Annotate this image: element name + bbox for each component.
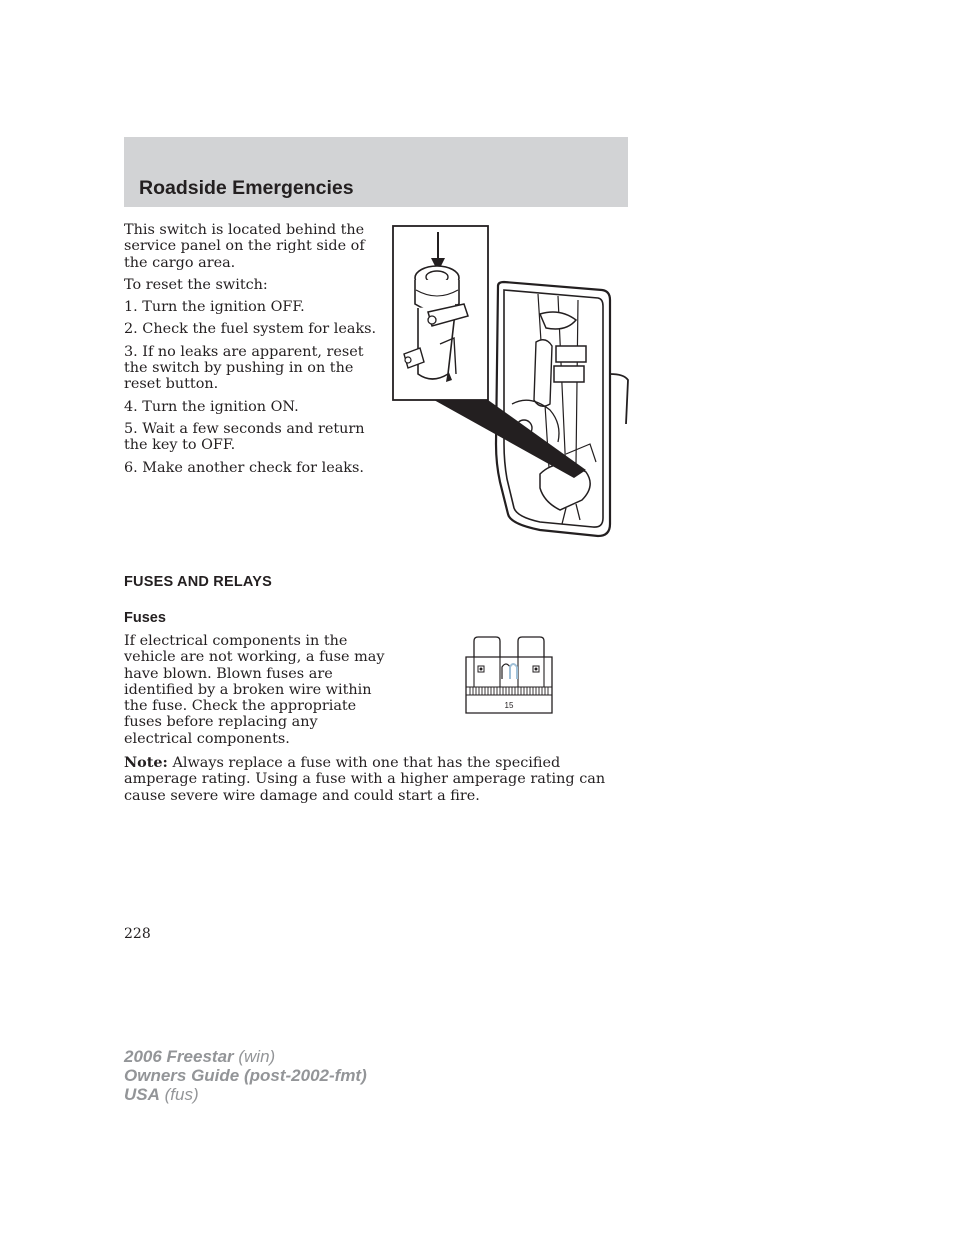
section-header-band [124, 137, 628, 207]
reset-steps-list [124, 299, 382, 476]
list-item: 3. If no leaks are apparent, reset the switch by pushing in on the reset button. [124, 343, 364, 393]
note-paragraph [124, 755, 630, 804]
footer-model-code: (win) [233, 1047, 276, 1066]
section-title: Roadside Emergencies [139, 177, 354, 199]
fuses-paragraph-block [124, 633, 386, 747]
reset-lead-paragraph: To reset the switch: [124, 276, 268, 293]
footer-market: USA [124, 1085, 160, 1104]
list-item: 6. Make another check for leaks. [124, 459, 364, 476]
list-item: 1. Turn the ignition OFF. [124, 299, 305, 316]
switch-location-paragraph: This switch is located behind the service panel on the right side of the cargo area. [124, 222, 365, 271]
fuse-amperage-label: 15 [504, 701, 514, 710]
list-item: 5. Wait a few seconds and return the key to OFF. [124, 420, 365, 454]
fuses-subheading: Fuses [124, 610, 166, 626]
note-label: Note: [124, 754, 168, 771]
note-paragraph-block [124, 755, 630, 804]
intro-text-block [124, 222, 382, 476]
blade-fuse-illustration [462, 635, 556, 719]
list-item: 2. Check the fuel system for leaks. [124, 321, 377, 338]
page-number: 228 [124, 926, 151, 942]
footer-line-guide [124, 1066, 367, 1085]
footer-model: 2006 Freestar [124, 1047, 234, 1066]
document-footer [124, 1047, 367, 1104]
list-item: 4. Turn the ignition ON. [124, 398, 299, 415]
footer-line-market [124, 1085, 367, 1104]
footer-line-model [124, 1047, 367, 1066]
footer-guide: Owners Guide (post-2002-fmt) [124, 1066, 367, 1085]
fuses-paragraph: If electrical components in the vehicle are not working, a fuse may have blown. Blown fuses are identified by a broken wire within the fuse. Check the appropriate fuses before replacing any electrical components. [124, 633, 385, 747]
fuses-and-relays-heading: FUSES AND RELAYS [124, 574, 272, 590]
note-body: Always replace a fuse with one that has the specified amperage rating. Using a fuse with a higher amperage rating can cause severe wire damage and could start a fire. [124, 755, 606, 804]
footer-market-code: (fus) [159, 1085, 199, 1104]
fuel-pump-shutoff-switch-illustration [390, 224, 636, 542]
